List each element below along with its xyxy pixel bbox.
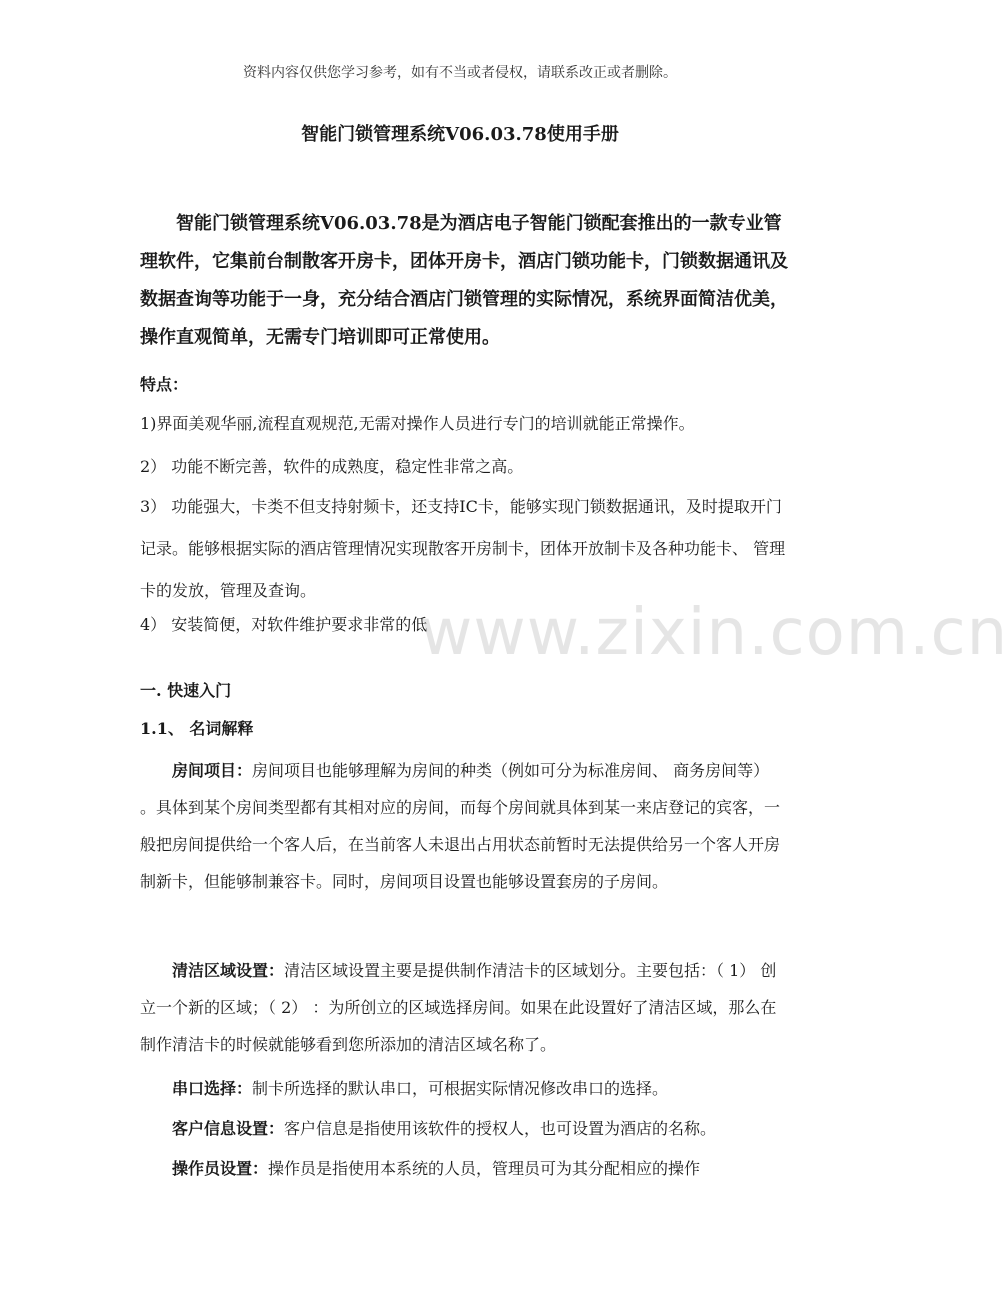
term-label: 操作员设置： [172, 1159, 269, 1178]
term-text: 制卡所选择的默认串口，可根据实际情况修改串口的选择。 [252, 1079, 669, 1098]
intro-paragraph: 智能门锁管理系统V06.03.78是为酒店电子智能门锁配套推出的一款专业管理软件，它集前台制散客开房卡，团体开房卡，酒店门锁功能卡，门锁数据通讯及数据查询等功能于一身，充分结合酒店门锁管理的实际情况，系统界面简洁优美，操作直观简单，无需专门培训即可正常使用。 [140, 213, 788, 348]
term-room-project [140, 752, 790, 900]
feature-item-1: 1)界面美观华丽,流程直观规范,无需对操作人员进行专门的培训就能正常操作。 [140, 414, 695, 433]
term-cleaning-area [140, 952, 790, 1063]
term-label: 串口选择： [172, 1079, 253, 1098]
term-customer-info [140, 1110, 790, 1147]
features-heading: 特点： [140, 375, 189, 394]
term-operator [140, 1150, 790, 1187]
document-title: 智能门锁管理系统V06.03.78使用手册 [301, 124, 619, 145]
term-text: 操作员是指使用本系统的人员，管理员可为其分配相应的操作 [268, 1159, 701, 1178]
term-label: 清洁区域设置： [172, 961, 285, 980]
term-serial-port [140, 1070, 790, 1107]
feature-item-3: 3） 功能强大，卡类不但支持射频卡，还支持IC卡，能够实现门锁数据通讯，及时提取开门记录。能够根据实际的酒店管理情况实现散客开房制卡，团体开放制卡及各种功能卡、 管理卡的发放，管理及查询。 [140, 497, 786, 600]
watermark: www.zixin.com.cn [420, 596, 1008, 670]
term-label: 客户信息设置： [172, 1119, 285, 1138]
section-heading-quickstart: 一. 快速入门 [140, 681, 232, 700]
term-text: 客户信息是指使用该软件的授权人，也可设置为酒店的名称。 [284, 1119, 717, 1138]
feature-item-2: 2） 功能不断完善，软件的成熟度，稳定性非常之高。 [140, 457, 524, 476]
section-heading-glossary: 1.1、 名词解释 [140, 719, 254, 738]
term-text: 房间项目也能够理解为房间的种类（例如可分为标准房间、 商务房间等） 。具体到某个房间类型都有其相对应的房间，而每个房间就具体到某一来店登记的宾客，一般把房间提供给一个客人后，在当前客人未退出占用状态前暂时无法提供给另一个客人开房制新卡，但能够制兼容卡。同时，房间项目设置也能够设置套房的子房间。 [140, 761, 781, 891]
disclaimer-note: 资料内容仅供您学习参考，如有不当或者侵权，请联系改正或者删除。 [243, 65, 677, 81]
term-text: 清洁区域设置主要是提供制作清洁卡的区域划分。主要包括：（ 1） 创立一个新的区域；（ 2） ：为所创立的区域选择房间。如果在此设置好了清洁区域，那么在制作清洁卡的时候就能够看到您所添加的清洁区域名称了。 [140, 961, 777, 1054]
feature-item-4: 4） 安装简便，对软件维护要求非常的低 [140, 615, 428, 634]
term-label: 房间项目： [172, 761, 253, 780]
